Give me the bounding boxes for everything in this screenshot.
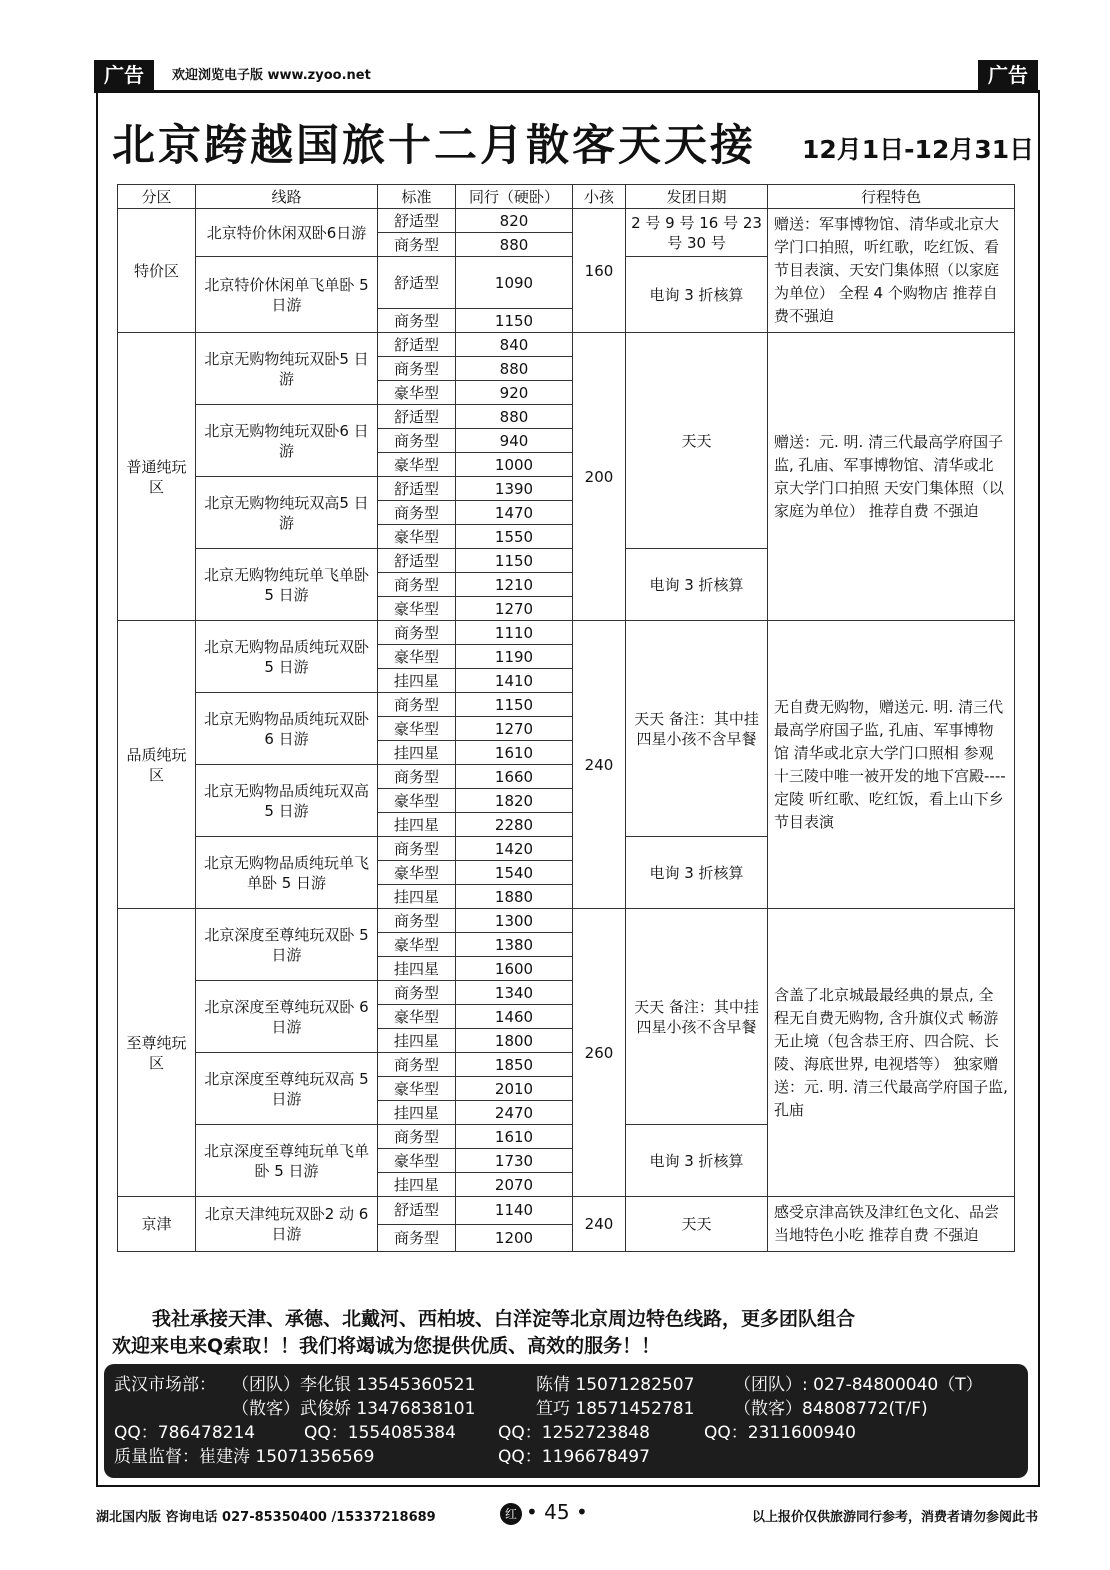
standard-cell: 商务型 <box>378 1125 456 1149</box>
child-price-cell: 260 <box>573 909 626 1197</box>
price-cell: 1090 <box>456 257 573 309</box>
slogan <box>112 1306 1017 1360</box>
standard-cell: 商务型 <box>378 1224 456 1252</box>
market-label: 武汉市场部： <box>114 1375 216 1395</box>
standard-cell: 豪华型 <box>378 861 456 885</box>
qq-3: QQ：1252723848 <box>498 1423 650 1443</box>
table-row <box>118 1197 1015 1225</box>
standard-cell: 豪华型 <box>378 381 456 405</box>
route-cell: 北京特价休闲双卧6日游 <box>196 209 378 257</box>
group-date-cell: 电询 3 折核算 <box>626 549 768 621</box>
price-cell: 2070 <box>456 1173 573 1197</box>
price-cell: 820 <box>456 209 573 233</box>
table-header-row <box>118 185 1015 209</box>
standard-cell: 商务型 <box>378 429 456 453</box>
route-cell: 北京无购物品质纯玩双高 5 日游 <box>196 765 378 837</box>
zone-cell: 特价区 <box>118 209 196 333</box>
team-phone: （团队）: 027-84800040（T） <box>734 1375 983 1395</box>
qq-5: QQ：1196678497 <box>498 1447 650 1467</box>
route-cell: 北京深度至尊纯玩双高 5 日游 <box>196 1053 378 1125</box>
standard-cell: 豪华型 <box>378 789 456 813</box>
zone-cell: 品质纯玩区 <box>118 621 196 909</box>
col-child: 小孩 <box>573 185 626 209</box>
footer-left: 湖北国内版 咨询电话 027-85350400 /15337218689 <box>96 1510 436 1525</box>
price-cell: 1880 <box>456 885 573 909</box>
quality-supervisor: 质量监督：崔建涛 15071356569 <box>114 1447 375 1467</box>
price-cell: 880 <box>456 233 573 257</box>
group-date-cell: 天天 <box>626 1197 768 1252</box>
page-number-group <box>500 1500 588 1525</box>
group-date-cell: 电询 3 折核算 <box>626 1125 768 1197</box>
table-row <box>118 621 1015 645</box>
price-cell: 1270 <box>456 717 573 741</box>
standard-cell: 商务型 <box>378 909 456 933</box>
price-cell: 1210 <box>456 573 573 597</box>
features-cell: 无自费无购物，赠送元. 明. 清三代最高学府国子监, 孔庙、军事博物馆 清华或北京大学门口照相 参观十三陵中唯一被开发的地下宫殿----定陵 听红歌、吃红饭，看上山下乡节目表演 <box>768 621 1015 909</box>
price-cell: 1000 <box>456 453 573 477</box>
standard-cell: 挂四星 <box>378 813 456 837</box>
standard-cell: 商务型 <box>378 765 456 789</box>
price-cell: 1610 <box>456 1125 573 1149</box>
zone-cell: 京津 <box>118 1197 196 1252</box>
price-cell: 1200 <box>456 1224 573 1252</box>
price-cell: 1470 <box>456 501 573 525</box>
group-date-cell: 电询 3 折核算 <box>626 837 768 909</box>
standard-cell: 豪华型 <box>378 933 456 957</box>
route-cell: 北京深度至尊纯玩双卧 6 日游 <box>196 981 378 1053</box>
qq-4: QQ：2311600940 <box>704 1423 856 1443</box>
price-cell: 1420 <box>456 837 573 861</box>
table-row <box>118 209 1015 233</box>
standard-cell: 挂四星 <box>378 1173 456 1197</box>
standard-cell: 商务型 <box>378 233 456 257</box>
standard-cell: 舒适型 <box>378 1197 456 1225</box>
page-title: 北京跨越国旅十二月散客天天接 <box>112 121 756 171</box>
standard-cell: 豪华型 <box>378 525 456 549</box>
col-price: 同行（硬卧） <box>456 185 573 209</box>
route-cell: 北京无购物纯玩单飞单卧 5 日游 <box>196 549 378 621</box>
standard-cell: 商务型 <box>378 501 456 525</box>
group-date-cell: 天天 <box>626 333 768 549</box>
route-cell: 北京无购物品质纯玩单飞单卧 5 日游 <box>196 837 378 909</box>
standard-cell: 挂四星 <box>378 741 456 765</box>
price-cell: 2010 <box>456 1077 573 1101</box>
price-cell: 1150 <box>456 693 573 717</box>
contact-box <box>104 1364 1028 1478</box>
col-standard: 标准 <box>378 185 456 209</box>
standard-cell: 商务型 <box>378 621 456 645</box>
price-table-body <box>118 209 1015 1252</box>
col-route: 线路 <box>196 185 378 209</box>
child-price-cell: 240 <box>573 621 626 909</box>
ad-tag-left: 广告 <box>94 60 154 90</box>
page-number: • 45 • <box>526 1500 588 1524</box>
standard-cell: 豪华型 <box>378 597 456 621</box>
col-features: 行程特色 <box>768 185 1015 209</box>
price-cell: 1600 <box>456 957 573 981</box>
group-date-cell: 天天 备注：其中挂四星小孩不含早餐 <box>626 909 768 1125</box>
group-date-cell: 天天 备注：其中挂四星小孩不含早餐 <box>626 621 768 837</box>
price-cell: 840 <box>456 333 573 357</box>
route-cell: 北京深度至尊纯玩双卧 5 日游 <box>196 909 378 981</box>
zone-cell: 至尊纯玩区 <box>118 909 196 1197</box>
standard-cell: 舒适型 <box>378 405 456 429</box>
slogan-line-1: 我社承接天津、承德、北戴河、西柏坡、白洋淀等北京周边特色线路，更多团队组合 <box>152 1308 856 1330</box>
group-date-cell: 2 号 9 号 16 号 23 号 30 号 <box>626 209 768 257</box>
standard-cell: 商务型 <box>378 837 456 861</box>
price-cell: 1380 <box>456 933 573 957</box>
features-cell: 含盖了北京城最最经典的景点, 全程无自费无购物, 含升旗仪式 畅游无止境（包含恭王府、四合院、长陵、海底世界, 电视塔等） 独家赠送：元. 明. 清三代最高学府国子监, 孔庙 <box>768 909 1015 1197</box>
price-cell: 1820 <box>456 789 573 813</box>
features-cell: 赠送：军事博物馆、清华或北京大学门口拍照，听红歌，吃红饭、看节目表演、天安门集体照（以家庭为单位） 全程 4 个购物店 推荐自费不强迫 <box>768 209 1015 333</box>
standard-cell: 豪华型 <box>378 453 456 477</box>
footer-right: 以上报价仅供旅游同行参考，消费者请勿参阅此书 <box>751 1510 1038 1525</box>
standard-cell: 挂四星 <box>378 1101 456 1125</box>
price-cell: 2280 <box>456 813 573 837</box>
retail-contact: （散客）武俊娇 13476838101 <box>232 1399 476 1419</box>
standard-cell: 商务型 <box>378 357 456 381</box>
features-cell: 感受京津高铁及津红色文化、品尝当地特色小吃 推荐自费 不强迫 <box>768 1197 1015 1252</box>
badge-icon: 红 <box>500 1503 522 1525</box>
price-cell: 1550 <box>456 525 573 549</box>
standard-cell: 舒适型 <box>378 477 456 501</box>
features-cell: 赠送：元. 明. 清三代最高学府国子监, 孔庙、军事博物馆、清华或北京大学门口拍照 天安门集体照（以家庭为单位） 推荐自费 不强迫 <box>768 333 1015 621</box>
col-dates: 发团日期 <box>626 185 768 209</box>
standard-cell: 豪华型 <box>378 1005 456 1029</box>
price-cell: 1850 <box>456 1053 573 1077</box>
price-cell: 1460 <box>456 1005 573 1029</box>
group-date-cell: 电询 3 折核算 <box>626 257 768 333</box>
standard-cell: 商务型 <box>378 1053 456 1077</box>
standard-cell: 挂四星 <box>378 669 456 693</box>
zone-cell: 普通纯玩区 <box>118 333 196 621</box>
date-range: 12月1日-12月31日 <box>802 135 1035 164</box>
slogan-line-2: 欢迎来电来Q索取！！我们将竭诚为您提供优质、高效的服务！！ <box>112 1335 661 1357</box>
price-table <box>117 184 1015 1252</box>
route-cell: 北京无购物纯玩双卧6 日游 <box>196 405 378 477</box>
route-cell: 北京无购物品质纯玩双卧 5 日游 <box>196 621 378 693</box>
retail-phone: （散客）84808772(T/F) <box>734 1399 928 1419</box>
table-row <box>118 333 1015 357</box>
table-row <box>118 909 1015 933</box>
price-cell: 1150 <box>456 549 573 573</box>
standard-cell: 舒适型 <box>378 549 456 573</box>
price-cell: 1150 <box>456 309 573 333</box>
route-cell: 北京特价休闲单飞单卧 5 日游 <box>196 257 378 333</box>
retail-contact-2: 笪巧 18571452781 <box>536 1399 695 1419</box>
price-cell: 1270 <box>456 597 573 621</box>
price-cell: 1300 <box>456 909 573 933</box>
child-price-cell: 200 <box>573 333 626 621</box>
child-price-cell: 240 <box>573 1197 626 1252</box>
standard-cell: 挂四星 <box>378 1029 456 1053</box>
route-cell: 北京无购物品质纯玩双卧 6 日游 <box>196 693 378 765</box>
ad-tag-right: 广告 <box>978 60 1038 90</box>
child-price-cell: 160 <box>573 209 626 333</box>
route-cell: 北京无购物纯玩双高5 日游 <box>196 477 378 549</box>
standard-cell: 商务型 <box>378 981 456 1005</box>
standard-cell: 商务型 <box>378 693 456 717</box>
qq-2: QQ：1554085384 <box>304 1423 456 1443</box>
welcome-text: 欢迎浏览电子版 www.zyoo.net <box>172 68 371 83</box>
standard-cell: 豪华型 <box>378 1077 456 1101</box>
standard-cell: 商务型 <box>378 573 456 597</box>
price-cell: 880 <box>456 405 573 429</box>
price-cell: 1410 <box>456 669 573 693</box>
standard-cell: 商务型 <box>378 309 456 333</box>
team-contact: （团队）李化银 13545360521 <box>232 1375 476 1395</box>
price-cell: 880 <box>456 357 573 381</box>
route-cell: 北京无购物纯玩双卧5 日游 <box>196 333 378 405</box>
price-cell: 2470 <box>456 1101 573 1125</box>
route-cell: 北京天津纯玩双卧2 动 6 日游 <box>196 1197 378 1252</box>
team-contact-2: 陈倩 15071282507 <box>536 1375 695 1395</box>
col-zone: 分区 <box>118 185 196 209</box>
price-cell: 940 <box>456 429 573 453</box>
qq-1: QQ：786478214 <box>114 1423 256 1443</box>
footer <box>96 1502 1038 1528</box>
standard-cell: 豪华型 <box>378 1149 456 1173</box>
price-cell: 920 <box>456 381 573 405</box>
standard-cell: 挂四星 <box>378 957 456 981</box>
standard-cell: 舒适型 <box>378 209 456 233</box>
price-cell: 1340 <box>456 981 573 1005</box>
price-cell: 1730 <box>456 1149 573 1173</box>
standard-cell: 挂四星 <box>378 885 456 909</box>
price-cell: 1800 <box>456 1029 573 1053</box>
price-cell: 1390 <box>456 477 573 501</box>
price-cell: 1140 <box>456 1197 573 1225</box>
price-cell: 1610 <box>456 741 573 765</box>
standard-cell: 豪华型 <box>378 645 456 669</box>
price-cell: 1190 <box>456 645 573 669</box>
standard-cell: 豪华型 <box>378 717 456 741</box>
standard-cell: 舒适型 <box>378 257 456 309</box>
price-cell: 1540 <box>456 861 573 885</box>
price-cell: 1660 <box>456 765 573 789</box>
price-cell: 1110 <box>456 621 573 645</box>
standard-cell: 舒适型 <box>378 333 456 357</box>
route-cell: 北京深度至尊纯玩单飞单卧 5 日游 <box>196 1125 378 1197</box>
